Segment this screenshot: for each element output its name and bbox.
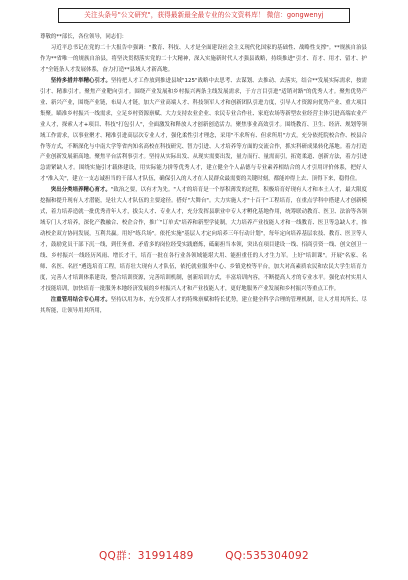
section-paragraph-attract-talent [40,76,367,186]
section-heading-cultivate-talent: 突出分类培养精心育才。 [50,187,111,194]
section-paragraph-use-talent [40,295,367,317]
document-body [40,32,367,317]
section-text-cultivate-talent: "致治之要，以有才为先。"人才的培育是一个厚积薄发的过程，积极培育好现有人才和本土人才，最大限度挖掘和提升现有人才潜能，是壮大人才队伍的主要途径。搭好"大舞台"。大力实施人才"十百千"工程培育，在重点学科中搭建人才创新模式，着力培养造就一批优秀青年人才，拔尖人才、专业人才，充分发挥县职业中专人才孵化基地作用，统筹联动教育、医卫、法治等各领域专门人才培养，深化产教融合、校企合作，推广"订单式"培养和新型学徒制，大力培养产业技能人才和一线教育、医卫等急缺人才，推动校企双方协同发展，互利共赢。用好"练兵场"。依托实施"基层人才定向培养三年行动计划"，每年定向培养基层农技、教育、医卫等人才，鼓励党员干部下沉一线，到任务重、矛盾多的岗位经受实践磨炼，砥砺担当本领，突出在项目建设一线、招商引资一线、创文创卫一线、乡村振兴一线经历风雨、增长才干，培育一批在各行业各领域能堪大用、能担重任的人才生力军。上好"培训课"。开展"名家、名师、名医、名匠"遴选培育工程，培育壮大现有人才队伍，依托就业服务中心、乡镇党校等平台，加大对高素质农民和农民大学生培育力度，完善人才培训体系建设，整合培训资源，完善培训机制，创新培训方式，丰富培训内容，不断提高人才的专业水平。强化农村实用人才技能培训，加快培育一批服务本地经济发展的乡村振兴人才和产业技能人才，更好地服务产业发展和乡村振兴等重点工作。 [40,187,367,292]
section-text-use-talent: 坚持以用为本，充分发挥人才的特殊禀赋和特长优势，建立健全科学合理的管理机制，让人才用其所长、尽其所能，让领导用其所用， [40,296,367,314]
salutation: 尊敬的**部长，各位领导，同志们： [40,34,128,40]
section-heading-use-talent: 注重管用结合专心用才。 [50,296,111,303]
section-text-attract-talent: 坚持把人才工作放到推进县域"125"战略中去思考、去谋划、去推动、去落实，结合**发展实际需求，按需引才、精准引才。聚焦产业靶向引才。围绕产业发展和乡村振兴两条主线发展需求，于方言目引进"适销对路"的优秀人才。聚焦优势产业、新兴产业，围绕产业链，布局人才链，加大产业高端人才、科技领军人才和创新团队引进力度，引导人才资源向优势产业、重大项目集聚。瞄准乡村振兴一线需求，立足乡村资源禀赋、大力支持农业企业、农民专业合作社、家庭农场等新型农业经营主体引进高端农业产业人才，探索人才+项目、科技"打包引人"，全面激发和释放人才创新创造活力。聚焦事业高效引才。围绕教育、卫生、经济、规划等领域工作需求，以事业聚才、精准引进高层次专业人才，强化柔性引才理念，采用"不求所有、但求所用"方式，充分依托院校合作、校县合作等方式，不断深化与中南大学等省内知名高校在科技研究、智力引进、人才培养等方面的交流合作，抓实科研成果转化落地。着力打造产业创新发展新高地。聚焦平台活利事引才。坚持从实际出发、从现实需要出发，量力而行、量需而引，拓宽柔道、创新方法，着力引进急需紧缺人才。围绕实施引才载体建设，用实际能力拼等优秀人才，建立健全个人品德与专业素养相结合的人才引用评价体系，把好人才"准入关"，建立一支志诚担当的干部人才队伍，确保引入的人才在人民群众最需要的关键时刻，都能冲得上去、顶得下来，稳得住。 [40,77,367,183]
footer-contact [0,548,408,563]
header-banner: 关注头条号"公文研究"，获得最新最全最专业的公文资料库！ 微信：gongwenyj [58,8,350,23]
section-paragraph-cultivate-talent [40,185,367,295]
section-heading-attract-talent: 坚持多措并举精心引才。 [50,77,111,84]
footer-qq-number: QQ:535304092 [225,550,309,562]
footer-qq-group: QQ群：31991489 [98,550,194,562]
intro-paragraph: 习近平总书记在党的二十大报告中强调："教育、科技、人才是全面建设社会主义现代化国家的基础性、战略性支撑"。**规族自治县作为**省唯一的规族自治县，将坚决贯彻落实党的二十大精神，深入实施新时代人才强县战略，持续推进"引才、育才、用才、留才、护才"全链条人才发展体系，奋力打造**县域人才新高地。 [40,44,367,73]
